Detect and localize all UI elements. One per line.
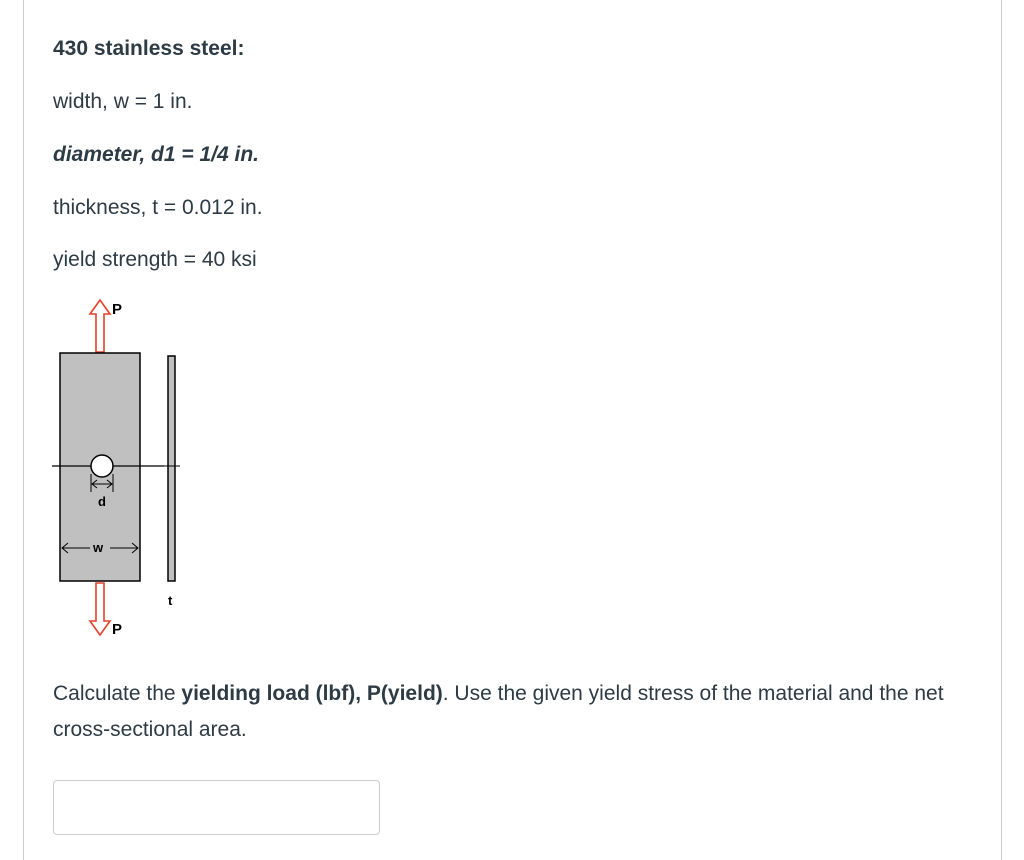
thickness-label: t [168, 593, 173, 608]
diameter-spec: diameter, d1 = 1/4 in. [53, 143, 260, 166]
width-label: w [93, 540, 104, 555]
thickness-spec: thickness, t = 0.012 in. [53, 196, 263, 219]
question-part-1: Calculate the [53, 682, 182, 705]
width-spec: width, w = 1 in. [53, 90, 193, 113]
question-text [53, 676, 983, 748]
bottom-load-label: P [112, 621, 123, 638]
hole-diameter-label: d [98, 494, 106, 509]
answer-input[interactable] [53, 780, 380, 835]
material-title: 430 stainless steel: [53, 37, 245, 60]
plate-side-view [168, 356, 175, 581]
top-load-label: P [112, 301, 123, 318]
plate-diagram [52, 290, 192, 650]
question-bold-term: yielding load (lbf), P(yield) [181, 682, 443, 705]
top-load-arrow [90, 300, 110, 352]
bottom-load-arrow [90, 583, 110, 635]
question-part-2: . Use the given yield stress of the material and the net cross-sectional area. [53, 682, 944, 741]
hole-circle [91, 455, 113, 477]
yield-strength-spec: yield strength = 40 ksi [53, 248, 257, 271]
